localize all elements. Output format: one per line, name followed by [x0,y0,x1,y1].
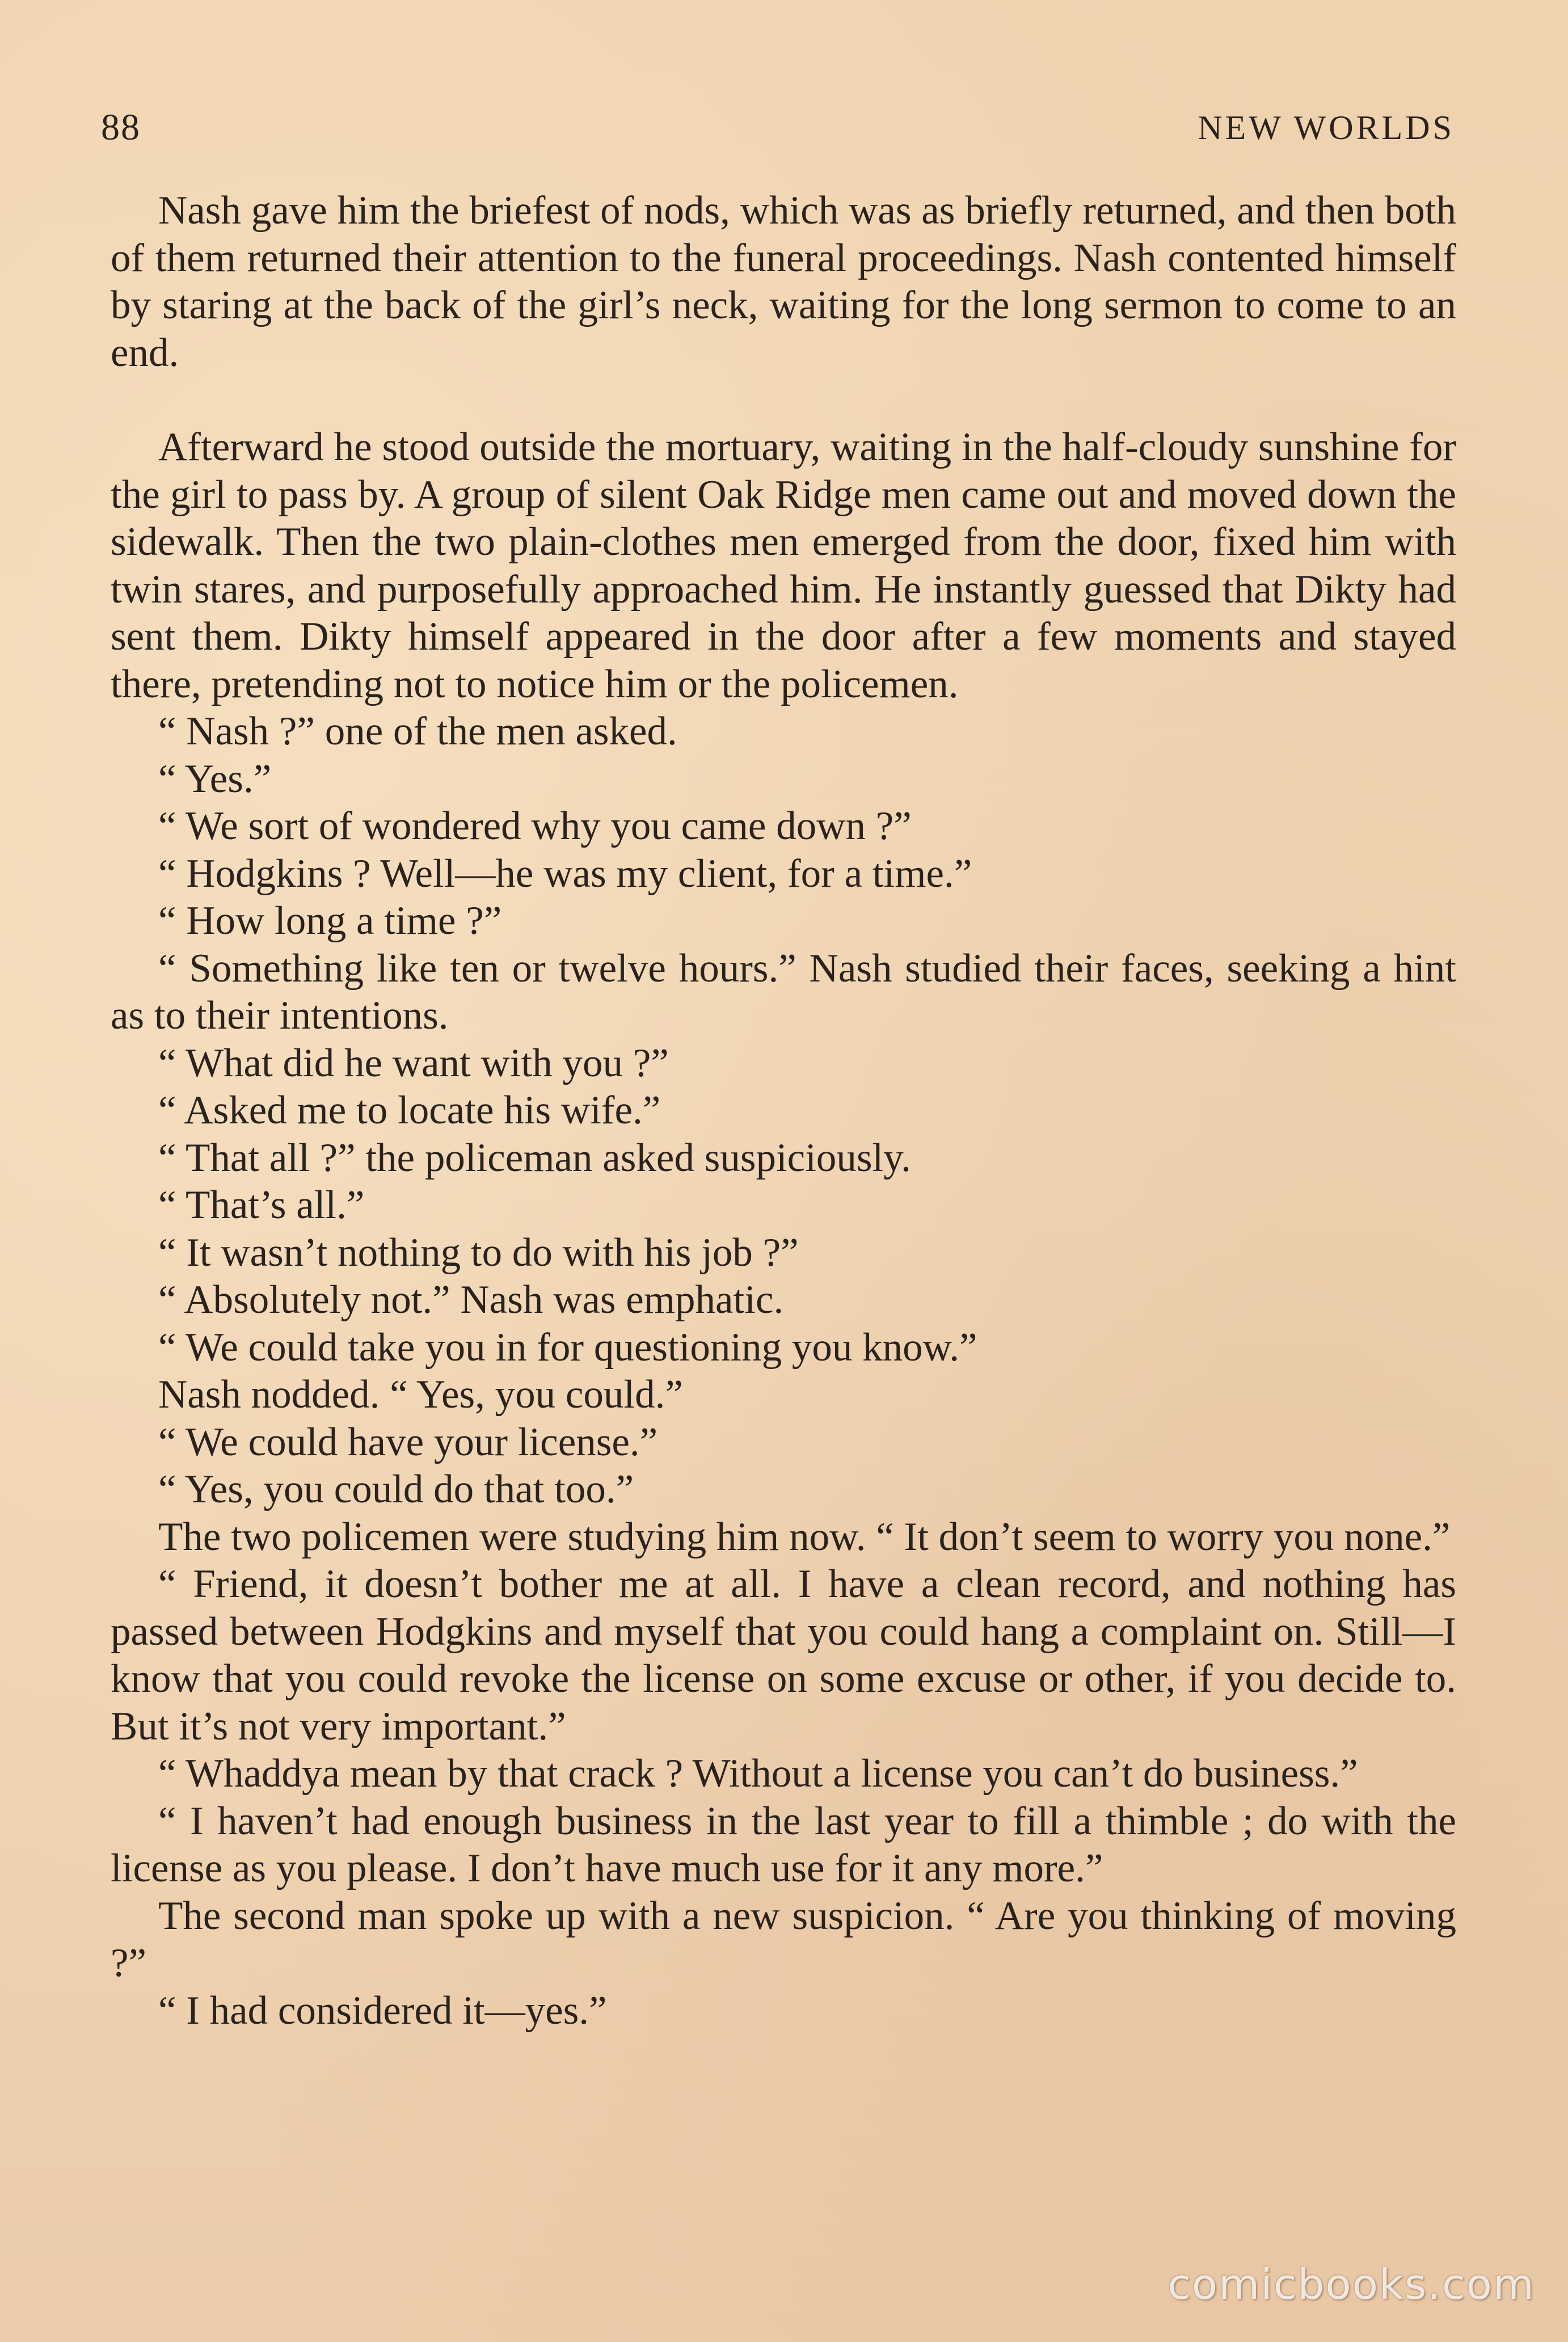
paragraph: “ That all ?” the policeman asked suspiciously. [158,1135,911,1180]
paragraph: “ Asked me to locate his wife.” [158,1088,661,1132]
paragraph: “ Yes.” [158,756,272,801]
paragraph: “ I had considered it—yes.” [158,1988,607,2033]
paragraph: “ Friend, it doesn’t bother me at all. I have a clean record, and nothing has passed between Hodgkins and myself that you could hang a complaint on. Still—I know that you could revoke the license on some excuse or other, if you decide to. But it’s not very important.” [111,1562,1456,1749]
paragraph: “ Something like ten or twelve hours.” Nash studied their faces, seeking a hint as to their intentions. [111,946,1456,1038]
paragraph: “ We could have your license.” [158,1419,658,1464]
page-header [101,96,1455,159]
watermark: comicbooks.com [1167,2260,1535,2309]
paragraph: “ I haven’t had enough business in the last year to fill a thimble ; do with the license as you please. I don’t have much use for it any more.” [111,1798,1456,1890]
paragraph: “ Nash ?” one of the men asked. [158,709,677,753]
paragraph: “ Hodgkins ? Well—he was my client, for a time.” [158,851,972,896]
paragraph: Afterward he stood outside the mortuary, waiting in the half-cloudy sunshine for the girl to pass by. A group of silent Oak Ridge men came out and moved down the sidewalk. Then the two plain-clothes men emerged from the door, fixed him with twin stares, and purposefully approached him. He instantly guessed that Dikty had sent them. Dikty himself appeared in the door after a few moments and stayed there, pretending not to notice him or the policemen. [111,425,1456,706]
body-text [111,187,1456,2034]
paragraph: “ That’s all.” [158,1183,365,1227]
paragraph: The second man spoke up with a new suspicion. “ Are you thinking of moving ?” [111,1893,1456,1985]
running-head: NEW WORLDS [1198,108,1455,146]
paragraph: “ We sort of wondered why you came down ?” [158,804,912,848]
paragraph: The two policemen were studying him now. “ It don’t seem to worry you none.” [158,1514,1451,1559]
paragraph: “ We could take you in for questioning you know.” [158,1325,977,1370]
paragraph: “ Whaddya mean by that crack ? Without a license you can’t do business.” [158,1751,1358,1796]
paragraph: Nash nodded. “ Yes, you could.” [158,1372,683,1417]
page-number: 88 [101,107,141,148]
paragraph: “ Absolutely not.” Nash was emphatic. [158,1278,784,1322]
paragraph: “ It wasn’t nothing to do with his job ?” [158,1230,799,1275]
paragraph: “ How long a time ?” [158,899,502,943]
paragraph: “ What did he want with you ?” [158,1041,669,1085]
paragraph: Nash gave him the briefest of nods, which was as briefly returned, and then both of them returned their attention to the funeral proceedings. Nash contented himself by staring at the back of the girl’s neck, waiting for the long sermon to come to an end. [111,188,1456,375]
paragraph: “ Yes, you could do that too.” [158,1467,634,1511]
